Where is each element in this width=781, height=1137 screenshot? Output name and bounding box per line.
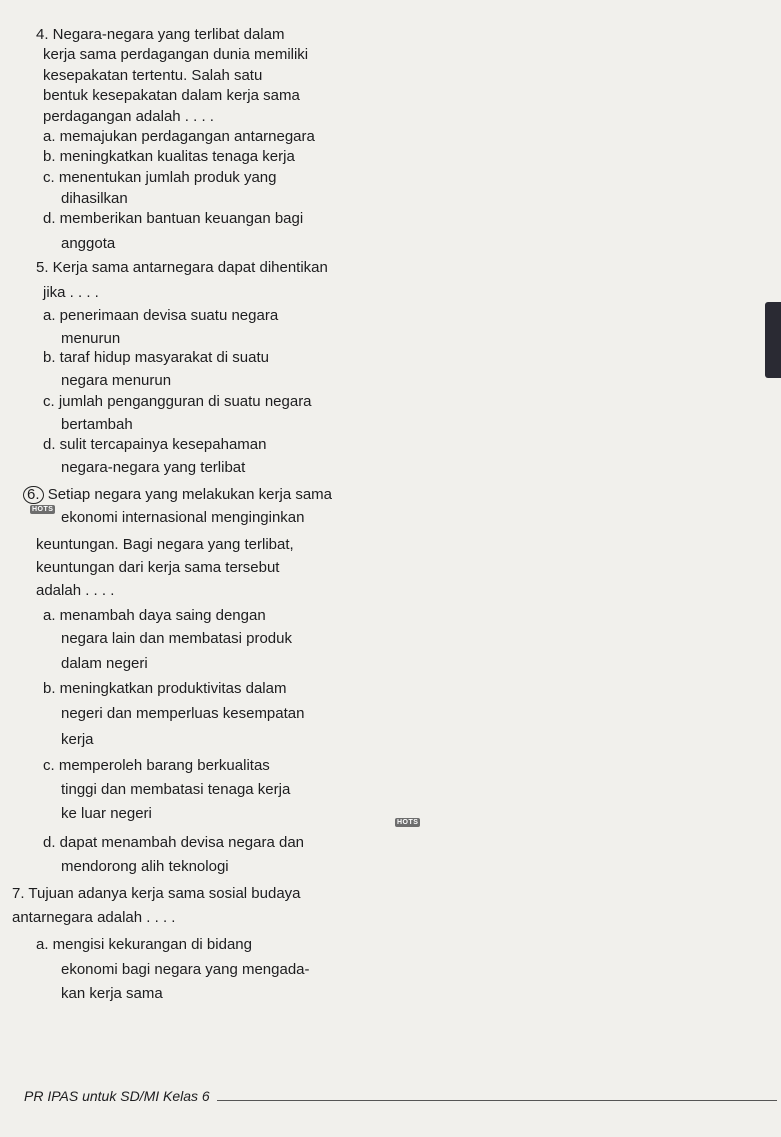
left-line-text: bertambah [61, 416, 133, 433]
left-line [61, 961, 310, 979]
left-line-text: kesepakatan tertentu. Salah satu [43, 67, 263, 84]
left-line [36, 536, 294, 554]
left-line [43, 680, 286, 698]
left-line-text: a. memajukan perdagangan antarnegara [43, 128, 315, 145]
left-line-text: dihasilkan [61, 190, 128, 207]
left-line [61, 705, 304, 723]
left-line [43, 349, 269, 367]
left-line-text: negeri dan memperluas kesempatan [61, 705, 305, 722]
left-line [61, 459, 245, 477]
left-line [12, 885, 301, 903]
left-line-text: c. jumlah pengangguran di suatu negara [43, 393, 312, 410]
left-line-text: negara menurun [61, 372, 172, 389]
left-line-text: ekonomi internasional menginginkan [61, 509, 305, 526]
left-line-text: 7. Tujuan adanya kerja sama sosial budaya [12, 885, 301, 902]
left-line-text: negara-negara yang terlibat [61, 459, 246, 476]
left-line-text: antarnegara adalah . . . . [12, 909, 176, 926]
left-line [43, 757, 270, 775]
left-line [43, 128, 315, 146]
left-line [43, 108, 214, 126]
left-line [36, 559, 279, 577]
left-line-text: a. mengisi kekurangan di bidang [36, 936, 252, 953]
question-number-circle: 6. [23, 486, 44, 504]
left-line-text: menurun [61, 330, 121, 347]
footer-divider [217, 1100, 777, 1101]
left-line [43, 393, 312, 411]
left-line [61, 372, 171, 390]
left-line-text: d. dapat menambah devisa negara dan [43, 834, 305, 851]
left-line-text: b. taraf hidup masyarakat di suatu [43, 349, 269, 366]
left-line [43, 210, 303, 228]
left-line [43, 834, 304, 852]
left-line [36, 582, 114, 600]
left-line-text: keuntungan. Bagi negara yang terlibat, [36, 536, 294, 553]
left-line [61, 655, 148, 673]
left-line [61, 858, 229, 876]
left-line [61, 731, 94, 749]
left-line [36, 259, 328, 277]
left-line-text: a. menambah daya saing dengan [43, 607, 266, 624]
left-line [12, 909, 175, 927]
left-line [61, 781, 290, 799]
left-line [61, 805, 152, 823]
left-line-text: d. memberikan bantuan keuangan bagi [43, 210, 304, 227]
hots-badge-q6: HOTS [32, 506, 54, 513]
left-line-text: kerja sama perdagangan dunia memiliki [43, 46, 309, 63]
left-line [43, 87, 300, 105]
left-line [61, 235, 115, 253]
left-line [61, 509, 305, 527]
left-line-text: ekonomi bagi negara yang mengada- [61, 961, 310, 978]
left-line [43, 67, 262, 85]
left-line [36, 936, 252, 954]
left-line [43, 169, 276, 187]
footer-label: PR IPAS untuk SD/MI Kelas 6 [24, 1088, 210, 1104]
left-line-text: jika . . . . [43, 284, 99, 301]
side-bookmark-tab [765, 302, 781, 378]
left-line [61, 330, 120, 348]
left-line-text: kan kerja sama [61, 985, 163, 1002]
left-line [43, 607, 266, 625]
left-line-text: negara lain dan membatasi produk [61, 630, 292, 647]
left-line-text: c. memperoleh barang berkualitas [43, 757, 270, 774]
left-line-text: anggota [61, 235, 116, 252]
left-line-text: dalam negeri [61, 655, 148, 672]
left-line-text: mendorong alih teknologi [61, 858, 229, 875]
left-line [43, 46, 308, 64]
left-line [43, 307, 278, 325]
left-line [61, 416, 133, 434]
left-line-text: kerja [61, 731, 94, 748]
left-line [43, 148, 295, 166]
left-line-text: bentuk kesepakatan dalam kerja sama [43, 87, 300, 104]
left-line-text: 4. Negara-negara yang terlibat dalam [36, 26, 285, 43]
left-line [36, 26, 284, 44]
left-line-text: ke luar negeri [61, 805, 152, 822]
left-line-text: keuntungan dari kerja sama tersebut [36, 559, 280, 576]
left-line-text: b. meningkatkan kualitas tenaga kerja [43, 148, 295, 165]
left-line [43, 436, 266, 454]
left-line-text: b. meningkatkan produktivitas dalam [43, 680, 287, 697]
left-line [61, 630, 292, 648]
left-line-text: perdagangan adalah . . . . [43, 108, 214, 125]
left-line [61, 190, 128, 208]
left-line [61, 985, 163, 1003]
left-line-text: Setiap negara yang melakukan kerja sama [47, 486, 333, 503]
left-line [23, 486, 332, 504]
left-line-text: tinggi dan membatasi tenaga kerja [61, 781, 291, 798]
left-line-text: c. menentukan jumlah produk yang [43, 169, 277, 186]
left-line-text: a. penerimaan devisa suatu negara [43, 307, 279, 324]
left-line-text: d. sulit tercapainya kesepahaman [43, 436, 267, 453]
left-line [43, 284, 99, 302]
left-line-text: adalah . . . . [36, 582, 115, 599]
left-line-text: 5. Kerja sama antarnegara dapat dihentikan [36, 259, 328, 276]
hots-badge-q10: HOTS [397, 819, 419, 826]
